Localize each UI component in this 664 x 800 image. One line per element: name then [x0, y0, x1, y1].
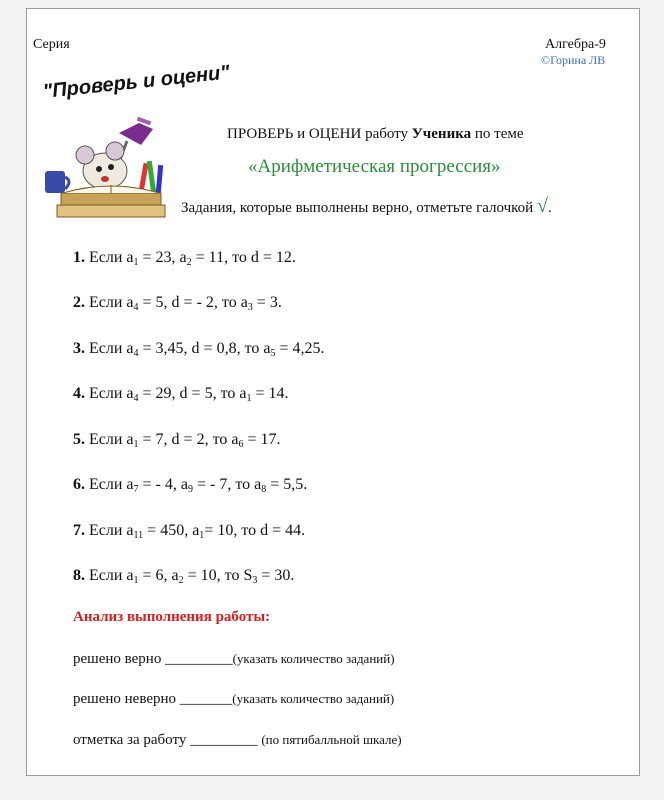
instruction-period: . — [547, 200, 552, 216]
task-item — [73, 567, 294, 585]
task-number: 5. — [73, 431, 89, 448]
task-number: 8. — [73, 567, 89, 584]
task-item — [73, 385, 289, 403]
analysis-label: решено неверно _______ — [73, 691, 233, 707]
worksheet-page — [26, 8, 640, 776]
analysis-title: Анализ выполнения работы: — [73, 609, 271, 625]
analysis-row — [73, 651, 395, 668]
analysis-row — [73, 732, 402, 749]
task-text: Если $a_4 = 3,45$, d = 0,8, то $a_5 = 4,25$. — [89, 340, 325, 359]
task-item — [73, 340, 325, 358]
intro-bold-text: Ученика — [411, 126, 472, 142]
task-text: Если $a_1 = 7$, d = 2, то $a_6 = 17$. — [89, 431, 281, 450]
instruction-line — [181, 195, 552, 218]
task-text: Если $a_{11} = 450$, $a_1= 10$, то d = 44. — [89, 522, 306, 541]
task-text: Если $a_4 = 5$, d = - 2, то $a_3 = 3$. — [89, 294, 282, 313]
task-text: Если $a_7$ = - 4, $a_9$ = - 7, то $a_8 = 5,5$. — [89, 476, 308, 495]
intro-text-end: по теме — [471, 126, 524, 142]
topic-title: «Арифметическая прогрессия» — [248, 156, 501, 177]
task-number: 1. — [73, 249, 89, 266]
task-item — [73, 476, 307, 494]
logo-title: "Проверь и оцени" — [41, 61, 231, 103]
series-label: Серия — [33, 37, 70, 52]
task-item — [73, 431, 281, 449]
mouse-reading-book-icon — [41, 115, 181, 227]
task-text: Если $a_4 = 29$, d = 5, то $a_1 = 14$. — [89, 385, 289, 404]
task-item — [73, 522, 305, 540]
author-label: ©Горина ЛВ — [541, 53, 606, 67]
task-text: Если $a_1 = 23$, $a_2 = 11$, то d = 12. — [89, 249, 296, 268]
analysis-hint: (указать количество заданий) — [232, 691, 395, 706]
analysis-hint: (по пятибалльной шкале) — [261, 732, 402, 747]
task-number: 2. — [73, 294, 89, 311]
analysis-row — [73, 691, 394, 708]
check-mark-icon: √ — [536, 195, 548, 217]
analysis-label: решено верно _________ — [73, 651, 233, 667]
task-item — [73, 249, 296, 267]
instruction-text: Задания, которые выполнены верно, отметьте галочкой — [181, 200, 537, 216]
task-number: 3. — [73, 340, 89, 357]
task-text: Если $a_1 = 6$, $a_2 = 10$, то $S_3 = 30$. — [89, 567, 295, 586]
task-item — [73, 294, 282, 312]
task-number: 6. — [73, 476, 89, 493]
analysis-label: отметка за работу _________ — [73, 732, 262, 748]
task-number: 4. — [73, 385, 89, 402]
task-number: 7. — [73, 522, 89, 539]
subject-label: Алгебра-9 — [545, 37, 606, 52]
analysis-hint: (указать количество заданий) — [232, 651, 395, 666]
intro-text: ПРОВЕРЬ и ОЦЕНИ работу — [227, 126, 412, 142]
intro-line — [227, 126, 524, 143]
